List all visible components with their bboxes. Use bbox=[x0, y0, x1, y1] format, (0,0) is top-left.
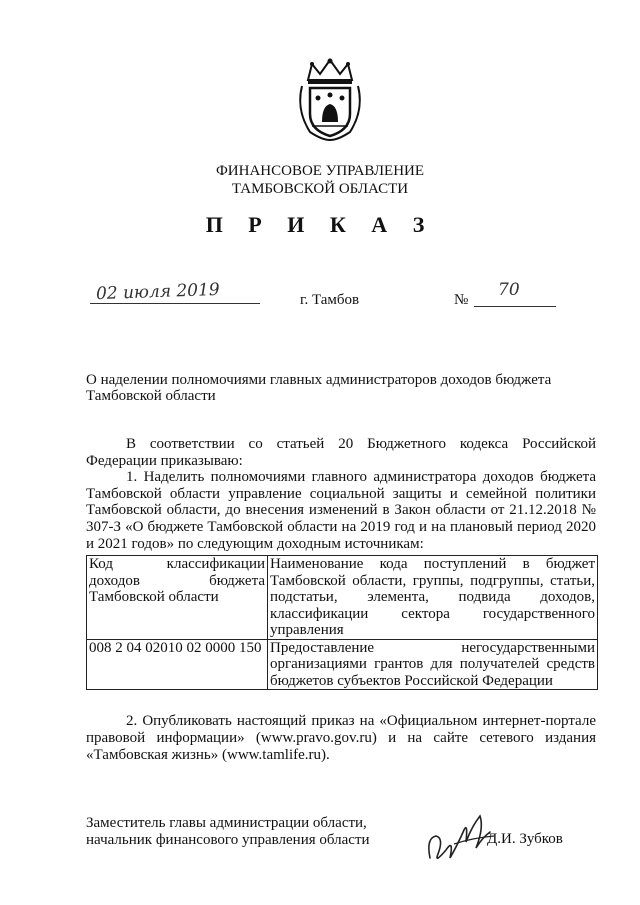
table-header-cell: Наименование кода поступлений в бюджет Тамбовской области, группы, подгруппы, статьи, подстатьи, элемента, подвида доходов, классификации сектора государственного управления bbox=[268, 556, 598, 640]
signatory-name: Д.И. Зубков bbox=[487, 831, 563, 847]
table-row bbox=[87, 639, 598, 690]
city: г. Тамбов bbox=[300, 292, 360, 308]
org-line-2: ТАМБОВСКОЙ ОБЛАСТИ bbox=[231, 181, 409, 197]
signatory-role bbox=[86, 815, 370, 849]
table-header-cell: Код классификации доходов бюджета Тамбовской области bbox=[87, 556, 268, 640]
org-line-1: ФИНАНСОВОЕ УПРАВЛЕНИЕ bbox=[215, 163, 425, 179]
income-codes-table bbox=[86, 555, 598, 690]
number-underline bbox=[474, 306, 556, 307]
body-paragraph-2: 1. Наделить полномочиями главного администратора доходов бюджета Тамбовской области управление социальной защиты и семейной политики Тамбовской области, до внесения изменений в Закон области от 21.12.2018 № 307-З «О бюджете Тамбовской области на 2019 год и на плановый период 2020 и 2021 годов» по следующим доходным источникам: bbox=[86, 469, 596, 552]
issuing-organization bbox=[0, 162, 640, 198]
publication-clause bbox=[86, 713, 596, 764]
table-header-row bbox=[87, 556, 598, 640]
body-paragraph-1: В соответствии со статьей 20 Бюджетного кодекса Российской Федерации приказываю: bbox=[86, 436, 596, 469]
order-subject: О наделении полномочиями главных администраторов доходов бюджета Тамбовской области bbox=[86, 372, 552, 404]
order-body bbox=[86, 436, 596, 552]
signatory-role-line-1: Заместитель главы администрации области, bbox=[86, 815, 367, 831]
handwritten-date: 02 июля 2019 bbox=[95, 279, 221, 305]
number-label: № bbox=[454, 292, 469, 308]
table-cell-name: Предоставление негосударственными организациями грантов для получателей средств бюджетов субъектов Российской Федерации bbox=[268, 639, 598, 690]
signatory-role-line-2: начальник финансового управления области bbox=[86, 832, 370, 848]
coat-of-arms-icon bbox=[296, 58, 364, 142]
date-underline bbox=[90, 303, 260, 304]
publication-paragraph: 2. Опубликовать настоящий приказ на «Официальном интернет-портале правовой информации» (www.pravo.gov.ru) и на сайте сетевого издания «Тамбовская жизнь» (www.tamlife.ru). bbox=[86, 713, 596, 763]
document-title: П Р И К А З bbox=[205, 212, 435, 237]
table-cell-code: 008 2 04 02010 02 0000 150 bbox=[87, 639, 268, 690]
handwritten-number: 70 bbox=[498, 280, 520, 300]
